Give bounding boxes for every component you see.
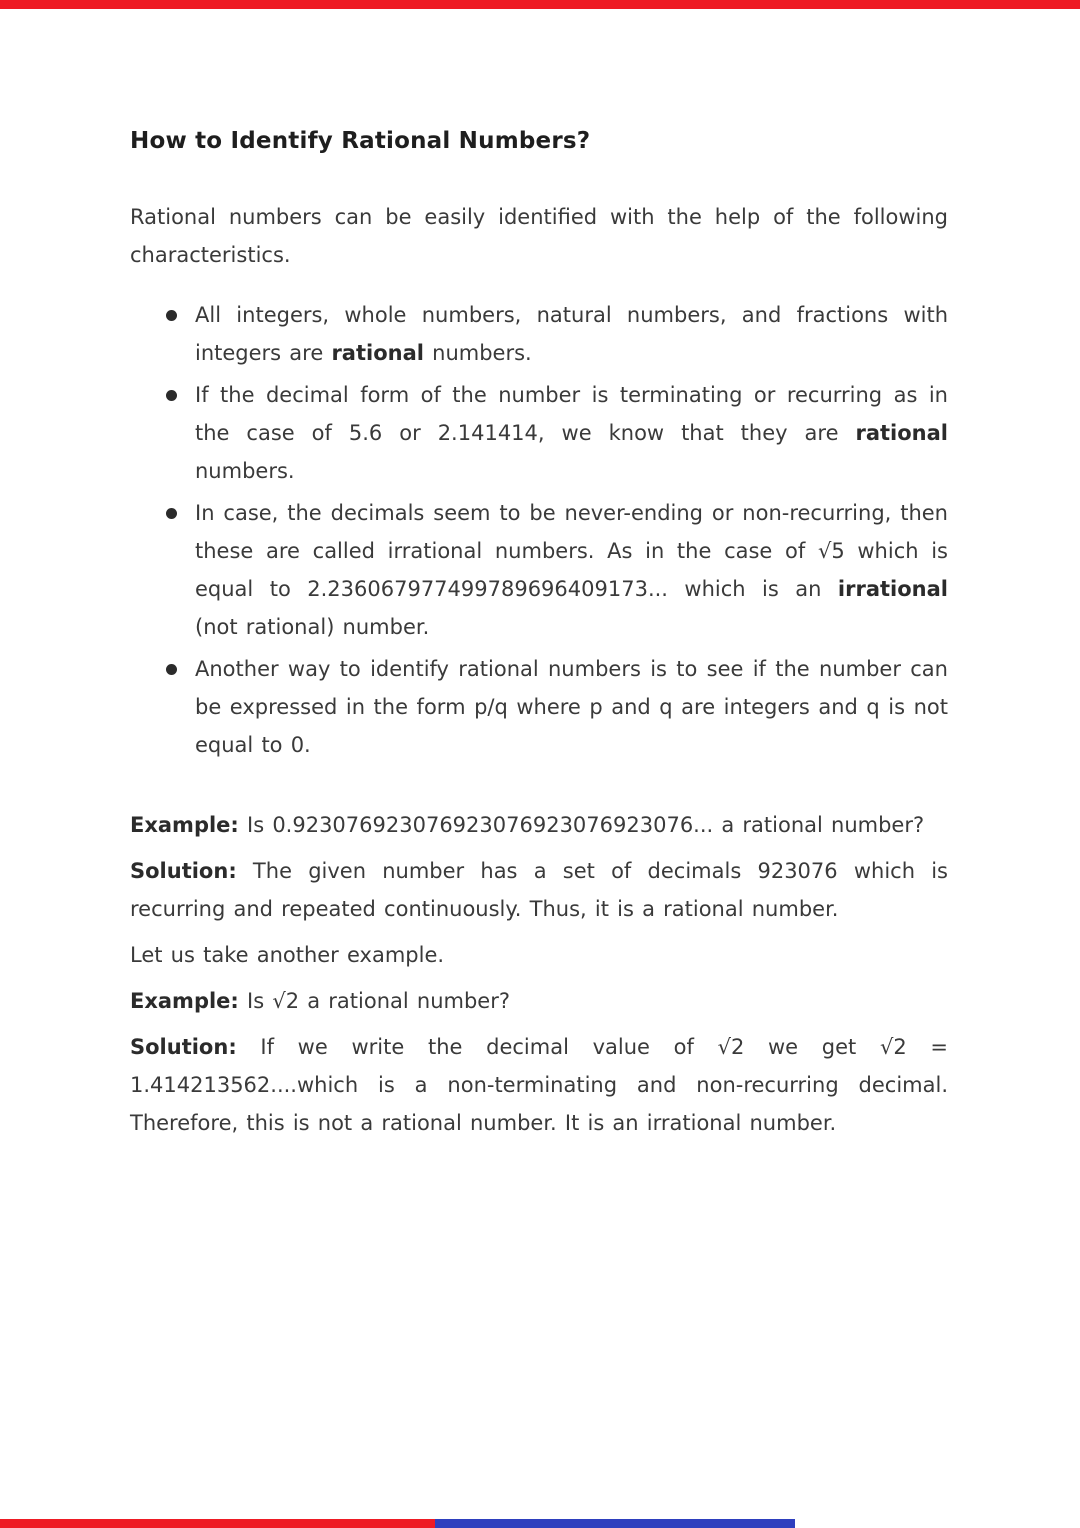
page-title: How to Identify Rational Numbers? [130, 128, 591, 154]
bullet-segment: numbers. [423, 341, 532, 365]
bullet-segment: If the decimal form of the number is terminating or recurring as in the case of 5.6 or 2.141414, we know that they are [195, 383, 948, 445]
list-item [195, 296, 948, 372]
paragraph-label: Solution: [130, 1035, 237, 1059]
paragraph-text: Let us take another example. [130, 943, 445, 967]
example-paragraph [130, 806, 948, 844]
list-item [195, 650, 948, 764]
paragraph-text: Is √2 a rational number? [238, 989, 510, 1013]
bullet-icon [166, 390, 177, 401]
list-item [195, 494, 948, 646]
intro-paragraph: Rational numbers can be easily identified with the help of the following characteristics. [130, 205, 948, 267]
bullet-text [195, 494, 948, 646]
bullet-segment: All integers, whole numbers, natural numbers, and fractions with integers are [195, 303, 948, 365]
paragraph-text: If we write the decimal value of √2 we get √2 = 1.414213562....which is a non-terminating and non-recurring decimal. Therefore, this is not a rational number. It is an irrational number. [130, 1035, 948, 1135]
paragraph-text: The given number has a set of decimals 923076 which is recurring and repeated continuously. Thus, it is a rational number. [130, 859, 948, 921]
bullet-icon [166, 508, 177, 519]
transition-paragraph [130, 936, 948, 974]
characteristics-list [130, 296, 948, 764]
bullet-segment: Another way to identify rational numbers is to see if the number can be expressed in the form p/q where p and q are integers and q is not equal to 0. [195, 657, 948, 757]
bullet-text [195, 376, 948, 490]
examples-section [130, 806, 948, 1142]
bullet-bold-word: irrational [837, 577, 948, 601]
bullet-icon [166, 310, 177, 321]
bullet-text [195, 650, 948, 764]
bullet-segment: (not rational) number. [195, 615, 430, 639]
bullet-bold-word: rational [331, 341, 424, 365]
document-content [130, 128, 948, 1150]
bullet-icon [166, 664, 177, 675]
top-edge-bar [0, 0, 1080, 9]
example-paragraph [130, 982, 948, 1020]
bottom-edge-bar-red [0, 1519, 435, 1528]
bullet-segment: In case, the decimals seem to be never-ending or non-recurring, then these are called irrational numbers. As in the case of √5 which is equal to 2.236067977499789696409173... which is an [195, 501, 948, 601]
paragraph-text: Is 0.923076923076923076923076923076... a rational number? [238, 813, 925, 837]
solution-paragraph [130, 1028, 948, 1142]
paragraph-label: Example: [130, 813, 239, 837]
bullet-segment: numbers. [195, 459, 295, 483]
list-item [195, 376, 948, 490]
paragraph-label: Example: [130, 989, 239, 1013]
solution-paragraph [130, 852, 948, 928]
bullet-text [195, 296, 948, 372]
paragraph-label: Solution: [130, 859, 237, 883]
bottom-edge-bar-blue [435, 1519, 795, 1528]
bullet-bold-word: rational [855, 421, 948, 445]
